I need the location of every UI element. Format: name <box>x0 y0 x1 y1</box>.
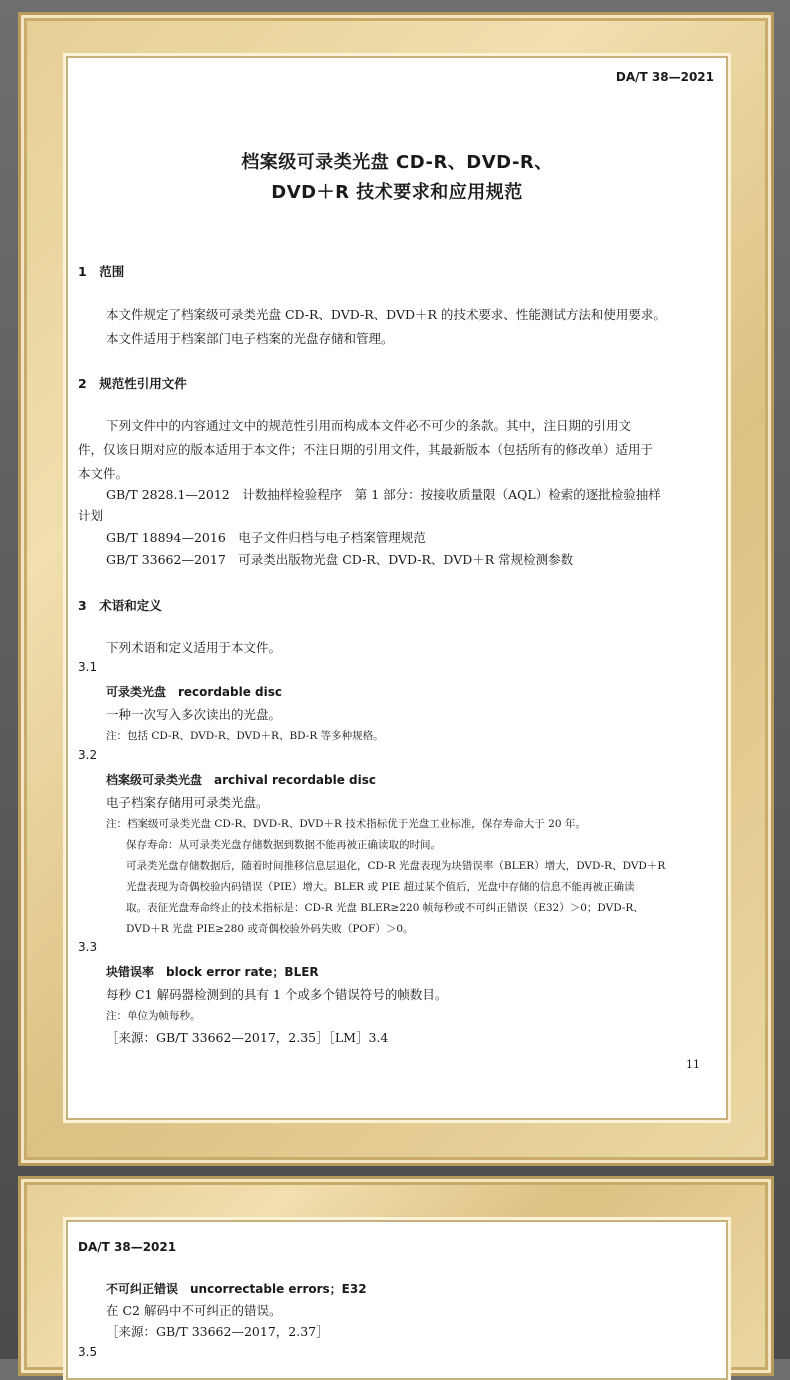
reference-1-line-2: 计划 <box>78 508 104 523</box>
term-3-2-note-line-6: DVD＋R 光盘 PIE≥280 或奇偶校验外码失败（POF）＞0。 <box>126 923 414 935</box>
document-page-1 <box>66 56 728 1120</box>
document-title-line-1: 档案级可录类光盘 CD-R、DVD-R、 <box>241 152 553 173</box>
standard-code: DA/T 38—2021 <box>615 70 714 84</box>
term-3-2-definition: 电子档案存储用可录类光盘。 <box>106 795 269 810</box>
section-2-heading: 2 规范性引用文件 <box>78 376 187 391</box>
document-page-2 <box>66 1220 728 1380</box>
section-1-paragraph-1: 本文件规定了档案级可录类光盘 CD-R、DVD-R、DVD＋R 的技术要求、性能测试方法和使用要求。 <box>106 307 666 322</box>
page-number: 11 <box>686 1058 700 1071</box>
reference-2: GB/T 18894—2016 电子文件归档与电子档案管理规范 <box>106 530 426 545</box>
term-3-5-number: 3.5 <box>78 1345 98 1359</box>
reference-3: GB/T 33662—2017 可录类出版物光盘 CD-R、DVD-R、DVD＋R 常规检测参数 <box>106 552 574 567</box>
term-3-3-source: ［来源：GB/T 33662—2017，2.35］［LM］3.4 <box>106 1030 389 1045</box>
term-3-3-note: 注：单位为帧每秒。 <box>106 1010 201 1022</box>
term-3-3-number: 3.3 <box>78 940 98 954</box>
section-2-paragraph-line-3: 本文件。 <box>78 466 129 481</box>
standard-code: DA/T 38—2021 <box>78 1240 177 1254</box>
term-3-2-note-line-4: 光盘表现为奇偶校验内码错误（PIE）增大。BLER 或 PIE 超过某个值后，光盘中存储的信息不能再被正确读 <box>126 881 635 893</box>
term-3-2-note-line-5: 取。表征光盘寿命终止的技术指标是：CD-R 光盘 BLER≥220 帧每秒或不可纠正错误（E32）＞0；DVD-R、 <box>126 902 644 914</box>
term-3-3-definition: 每秒 C1 解码器检测到的具有 1 个或多个错误符号的帧数目。 <box>106 987 448 1002</box>
section-1-paragraph-2: 本文件适用于档案部门电子档案的光盘存储和管理。 <box>106 331 394 346</box>
term-3-3-title: 块错误率 block error rate；BLER <box>106 965 319 979</box>
reference-1-line-1: GB/T 2828.1—2012 计数抽样检验程序 第 1 部分：按接收质量限（AQL）检索的逐批检验抽样 <box>106 487 661 502</box>
term-3-2-title: 档案级可录类光盘 archival recordable disc <box>106 773 376 787</box>
section-2-paragraph-line-1: 下列文件中的内容通过文中的规范性引用而构成本文件必不可少的条款。其中，注日期的引用文 <box>106 418 632 433</box>
term-3-2-note-line-2: 保存寿命：从可录类光盘存储数据到数据不能再被正确读取的时间。 <box>126 839 441 851</box>
term-3-1-title: 可录类光盘 recordable disc <box>106 685 282 699</box>
section-3-intro: 下列术语和定义适用于本文件。 <box>106 640 282 655</box>
term-3-2-note-line-3: 可录类光盘存储数据后，随着时间推移信息层退化，CD-R 光盘表现为块错误率（BLER）增大，DVD-R、DVD＋R <box>126 860 666 872</box>
term-3-2-number: 3.2 <box>78 748 98 762</box>
term-3-2-note-line-1: 注：档案级可录类光盘 CD-R、DVD-R、DVD＋R 技术指标优于光盘工业标准，保存寿命大于 20 年。 <box>106 818 586 830</box>
term-3-1-note: 注：包括 CD-R、DVD-R、DVD＋R、BD-R 等多种规格。 <box>106 730 384 742</box>
term-3-1-definition: 一种一次写入多次读出的光盘。 <box>106 707 282 722</box>
document-title-line-2: DVD＋R 技术要求和应用规范 <box>271 182 523 203</box>
term-3-1-number: 3.1 <box>78 660 98 674</box>
section-1-heading: 1 范围 <box>78 264 125 279</box>
term-3-4-definition: 在 C2 解码中不可纠正的错误。 <box>106 1303 282 1318</box>
term-3-4-source: ［来源：GB/T 33662—2017，2.37］ <box>106 1324 329 1339</box>
section-2-paragraph-line-2: 件，仅该日期对应的版本适用于本文件；不注日期的引用文件，其最新版本（包括所有的修改单）适用于 <box>78 442 654 457</box>
term-3-4-title: 不可纠正错误 uncorrectable errors；E32 <box>106 1282 367 1296</box>
section-3-heading: 3 术语和定义 <box>78 598 162 613</box>
